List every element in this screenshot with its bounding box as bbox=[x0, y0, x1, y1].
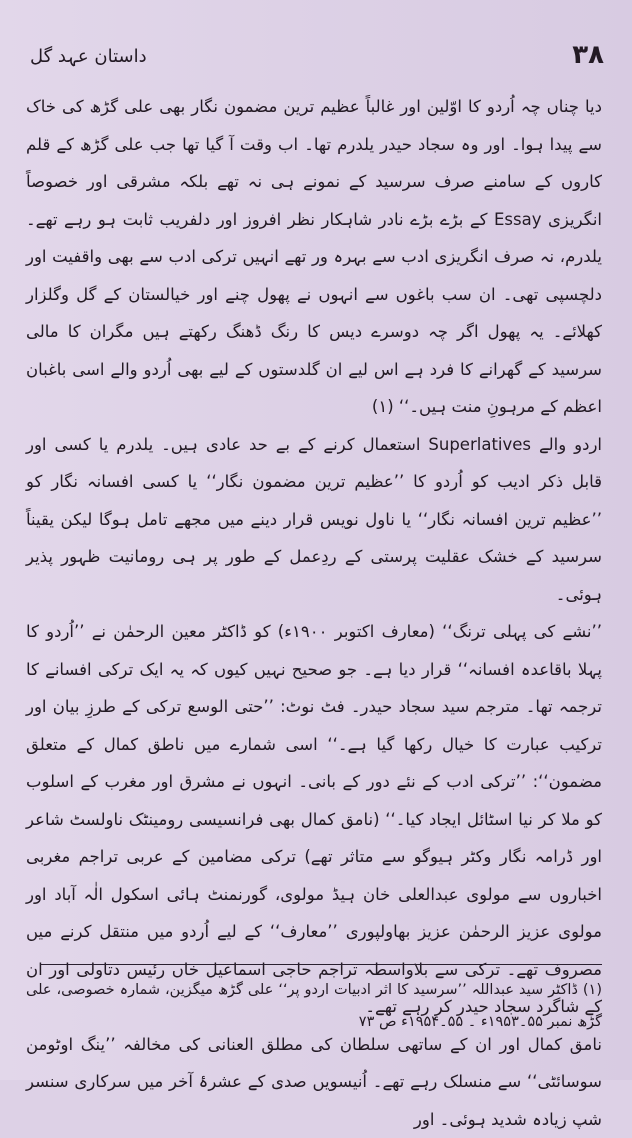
paragraph: دیا چناں چہ اُردو کا اوّلین اور غالباً عظیم ترین مضمون نگار بھی علی گڑھ کی خاک سے پیدا ہوا۔ اور وہ سجاد حیدر یلدرم تھا۔ اب وقت آ گیا تھا جب علی گڑھ کے قلم کاروں کے سامنے صرف سرسید کے نمونے ہی نہ تھے بلکہ مشرقی اور خصوصاً انگریزی Essay کے بڑے بڑے نادر شاہکار نظر افروز اور دلفریب ثابت ہو رہے تھے۔ یلدرم، نہ صرف انگریزی ادب سے بہرہ ور تھے انہیں ترکی ادب سے بھی واقفیت اور دلچسپی تھی۔ ان سب باغوں سے انہوں نے پھول چنے اور خیالستان کے گل وگلزار کھلائے۔ یہ پھول اگر چہ دوسرے دیس کا رنگ ڈھنگ رکھتے ہیں مگران کا مالی سرسید کے گھرانے کا فرد ہے اس لیے ان گلدستوں کے لیے بھی اُردو والے اسی باغبان اعظم کے مرہونِ منت ہیں۔‘‘ (۱) bbox=[26, 88, 602, 426]
footnote: (۱) ڈاکٹر سید عبداللہ ’’سرسید کا اثر ادبیات اردو پر‘‘ علی گڑھ میگزین، شمارہ خصوصی، علی گڑھ نمبر ۵۵۔۱۹۵۳ء ۔ ۵۵۔۱۹۵۴ء ص ۷۳ bbox=[26, 974, 602, 1038]
paragraph: ’’نشے کی پہلی ترنگ‘‘ (معارف اکتوبر ۱۹۰۰ء) کو ڈاکٹر معین الرحمٰن نے ’’اُردو کا پہلا باقاعدہ افسانہ‘‘ قرار دیا ہے۔ جو صحیح نہیں کیوں کہ یہ ایک ترکی افسانے کا ترجمہ تھا۔ مترجم سید سجاد حیدر۔ فٹ نوٹ: ’’حتی الوسع ترکی کے طرزِ بیان اور ترکیب عبارت کا خیال رکھا گیا ہے۔‘‘ اسی شمارے میں ناطق کمال کے متعلق مضمون‘‘: ’’ترکی ادب کے نئے دور کے بانی۔ انہوں نے مشرق اور مغرب کے اسلوب کو ملا کر نیا اسٹائل ایجاد کیا۔‘‘ (نامق کمال بھی فرانسیسی رومینٹک ناولسٹ شاعر اور ڈرامہ نگار وکٹر ہیوگو سے متاثر تھے) ترکی مضامین کے عربی تراجم مغربی اخباروں سے مولوی عبدالعلی خان ہیڈ مولوی، گورنمنٹ ہائی اسکول الٰہ آباد اور مولوی عزیز الرحمٰن عزیز بھاولپوری ’’معارف‘‘ کے لیے اُردو میں منتقل کرنے میں مصروف تھے۔ ترکی سے بلاواسطہ تراجم حاجی اسماعیل خاں رئیس دتاولی اور ان کے شاگرد سجاد حیدر کر رہے تھے۔ bbox=[26, 613, 602, 1026]
paragraph: نامق کمال اور ان کے ساتھی سلطان کی مطلق العنانی کی مخالفہ ’’ینگ اوٹومن سوسائٹی‘‘ سے منسلک رہے تھے۔ اُنیسویں صدی کے عشرۂ آخر میں سرکاری سنسر شپ زیادہ شدید ہوئی۔ اور bbox=[26, 1026, 602, 1138]
page-header bbox=[30, 42, 604, 78]
footnote-divider bbox=[40, 964, 602, 965]
running-title: داستان عہد گل bbox=[30, 46, 147, 67]
paragraph: اردو والے Superlatives استعمال کرنے کے بے حد عادی ہیں۔ یلدرم یا کسی اور قابل ذکر ادیب کو اُردو کا ’’عظیم ترین مضمون نگار‘‘ یا کسی افسانہ نگار کو ’’عظیم ترین افسانہ نگار‘‘ یا ناول نویس قرار دینے میں مجھے تامل ہوگا لیکن یقیناً سرسید کے خشک عقلیت پرستی کے ردِعمل کے طور پر ہی رومانیت ظہور پذیر ہوئی۔ bbox=[26, 426, 602, 614]
page-number: ۳۸ bbox=[572, 40, 604, 70]
